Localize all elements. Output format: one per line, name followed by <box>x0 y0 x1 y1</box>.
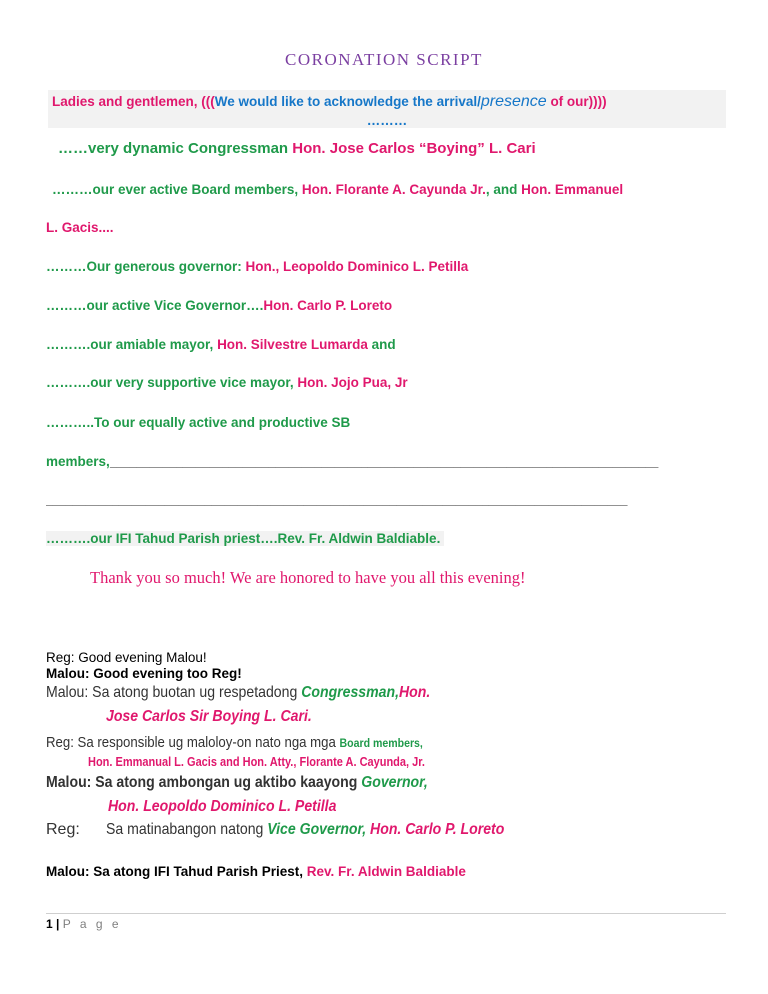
dialog-malou-2-lead: Malou: Sa atong buotan ug respetadong <box>46 684 302 701</box>
ack-board-name2: Hon. Emmanuel <box>521 182 624 197</box>
ack-mayor-suffix: and <box>367 337 396 352</box>
dialog-malou-3-role: Governor, <box>361 774 428 791</box>
dialog-reg-2-role: Board members, <box>339 736 423 750</box>
ack-vice-governor-prefix: ………our active Vice Governor…. <box>46 298 264 313</box>
ack-congressman-name: Hon. Jose Carlos “Boying” L. Cari <box>292 140 536 157</box>
ack-priest-name: Rev. Fr. Aldwin Baldiable. <box>277 531 441 546</box>
ack-congressman-prefix: ……very dynamic Congressman <box>58 140 293 157</box>
ack-sb-members-line <box>46 454 726 469</box>
ack-vice-governor <box>46 298 392 313</box>
dialog-malou-3-name-text: Hon. Leopoldo Dominico L. Petilla <box>108 798 337 815</box>
ack-board-name-cont: L. Gacis.... <box>46 220 114 235</box>
ack-sb-members: ………..To our equally active and productive SB <box>46 415 351 430</box>
intro-of-our: of our)))) <box>546 94 607 109</box>
intro-dots: ……… <box>366 113 408 128</box>
dialog-malou-4-lead: Malou: Sa atong IFI Tahud Parish Priest, <box>46 864 307 879</box>
dialog-malou-2-name <box>106 708 340 726</box>
intro-presence: presence <box>480 93 547 110</box>
dialog-malou-2 <box>46 684 483 702</box>
ack-congressman <box>58 140 536 157</box>
intro-lead: Ladies and gentlemen, ((( <box>52 94 215 109</box>
dialog-malou-2-hon: Hon. <box>399 684 431 701</box>
dialog-reg-3-label: Reg: <box>46 821 80 838</box>
dialog-reg-1: Reg: Good evening Malou! <box>46 650 207 665</box>
ack-mayor-name: Hon. Silvestre Lumarda <box>217 337 368 352</box>
ack-vice-mayor-name: Hon. Jojo Pua, Jr <box>297 375 408 390</box>
ack-mayor-prefix: ……….our amiable mayor, <box>46 337 218 352</box>
dialog-reg-2 <box>46 734 474 751</box>
intro-paragraph <box>48 90 726 128</box>
ack-parish-priest <box>46 531 444 546</box>
dialog-malou-4-name: Rev. Fr. Aldwin Baldiable <box>306 864 466 879</box>
dialog-malou-3 <box>46 774 480 792</box>
ack-board-members <box>52 182 623 197</box>
page-separator: | <box>56 917 60 931</box>
ack-board-conj: , and <box>485 182 522 197</box>
ack-mayor <box>46 337 396 352</box>
dialog-malou-3-name <box>108 798 368 816</box>
dialog-reg-3-role: Vice Governor, <box>267 821 367 838</box>
dialog-reg-2-names-text: Hon. Emmanual L. Gacis and Hon. Atty., Florante A. Cayunda, Jr. <box>88 755 425 769</box>
dialog-reg-3 <box>46 821 505 839</box>
intro-acknowledge: We would like to acknowledge the arrival/ <box>214 94 481 109</box>
document-title: CORONATION SCRIPT <box>285 50 483 69</box>
sb-members-blank-2-text: ________________________________________________________________________________________ <box>46 492 628 507</box>
ack-vice-governor-name: Hon. Carlo P. Loreto <box>263 298 393 313</box>
footer-divider <box>46 913 726 914</box>
ack-governor <box>46 259 468 274</box>
sb-members-blank: ___________________________________________________________________________________ <box>109 454 659 469</box>
dialog-reg-3-name: Hon. Carlo P. Loreto <box>366 821 505 838</box>
page-footer <box>46 917 122 931</box>
dialog-reg-3-lead: Sa matinabangon natong <box>106 821 268 838</box>
ack-governor-prefix: ………Our generous governor: <box>46 259 246 274</box>
ack-board-name1: Hon. Florante A. Cayunda Jr. <box>301 182 486 197</box>
page-label: P a g e <box>62 917 122 931</box>
sb-members-blank-2 <box>46 492 718 507</box>
ack-sb-members-label: members, <box>46 454 110 469</box>
dialog-malou-1: Malou: Good evening too Reg! <box>46 666 242 681</box>
ack-priest-prefix: ……….our IFI Tahud Parish priest…. <box>46 531 278 546</box>
dialog-malou-2-title: Congressman, <box>301 684 400 701</box>
ack-vice-mayor-prefix: ……….our very supportive vice mayor, <box>46 375 298 390</box>
thank-you-line: Thank you so much! We are honored to have you all this evening! <box>90 568 526 587</box>
page-number: 1 <box>46 917 53 931</box>
dialog-malou-3-lead: Malou: Sa atong ambongan ug aktibo kaayong <box>46 774 362 791</box>
ack-vice-mayor <box>46 375 408 390</box>
ack-board-prefix: ………our ever active Board members, <box>52 182 302 197</box>
ack-governor-name: Hon., Leopoldo Dominico L. Petilla <box>245 259 469 274</box>
dialog-reg-2-lead: Reg: Sa responsible ug maloloy-on nato nga mga <box>46 734 340 751</box>
dialog-malou-4 <box>46 864 466 879</box>
dialog-reg-2-names <box>88 755 471 769</box>
dialog-malou-2-name-text: Jose Carlos Sir Boying L. Cari. <box>106 708 312 725</box>
